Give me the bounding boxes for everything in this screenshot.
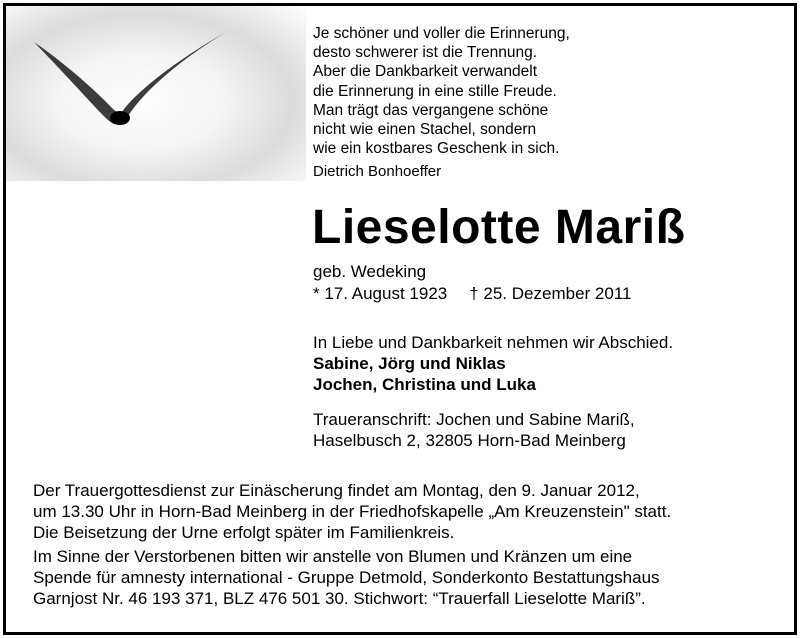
birth-name: geb. Wedeking (313, 262, 427, 281)
quote-line: Aber die Dankbarkeit verwandelt (313, 63, 538, 81)
service-line: Die Beisetzung der Urne erfolgt später im Familienkreis. (33, 523, 455, 542)
quote-line: nicht wie einen Stachel, sondern (313, 121, 537, 139)
quote-line: desto schwerer ist die Trennung. (313, 44, 538, 62)
address-line: Traueranschrift: Jochen und Sabine Mariß, (313, 410, 635, 429)
service-info (33, 480, 671, 543)
donation-line: Spende für amnesty international - Gruppe Detmold, Sonderkonto Bestattungshaus (33, 568, 660, 587)
birth-date: * 17. August 1923 (313, 284, 448, 303)
quote-line: Je schöner und voller die Erinnerung, (313, 25, 570, 42)
quote-line: wie ein kostbares Geschenk in sich. (313, 140, 560, 158)
family-names: Sabine, Jörg und Niklas (313, 354, 506, 373)
bird-icon (30, 30, 230, 140)
address-line: Haselbusch 2, 32805 Horn-Bad Meinberg (313, 431, 626, 450)
donation-line: Im Sinne der Verstorbenen bitten wir anstelle von Blumen und Kränzen um eine (33, 547, 633, 566)
farewell-block (313, 332, 673, 395)
quote-line: die Erinnerung in eine stille Freude. (313, 82, 557, 100)
donation-info (33, 546, 660, 609)
farewell-text: In Liebe und Dankbarkeit nehmen wir Abschied. (313, 333, 674, 352)
service-line: um 13.30 Uhr in Horn-Bad Meinberg in der Friedhofskapelle „Am Kreuzenstein" statt. (33, 502, 672, 521)
quote-block (313, 24, 570, 158)
mourning-address (313, 409, 635, 451)
service-line: Der Trauergottesdienst zur Einäscherung findet am Montag, den 9. Januar 2012, (33, 481, 640, 500)
deceased-name: Lieselotte Mariß (312, 201, 686, 254)
quote-author: Dietrich Bonhoeffer (313, 163, 442, 180)
quote-line: Man trägt das vergangene schöne (313, 101, 549, 119)
donation-line: Garnjost Nr. 46 193 371, BLZ 476 501 30. Stichwort: “Trauerfall Lieselotte Mariß”. (33, 589, 646, 608)
death-date: † 25. Dezember 2011 (469, 284, 632, 303)
family-names: Jochen, Christina und Luka (313, 375, 536, 394)
life-dates (313, 284, 631, 304)
